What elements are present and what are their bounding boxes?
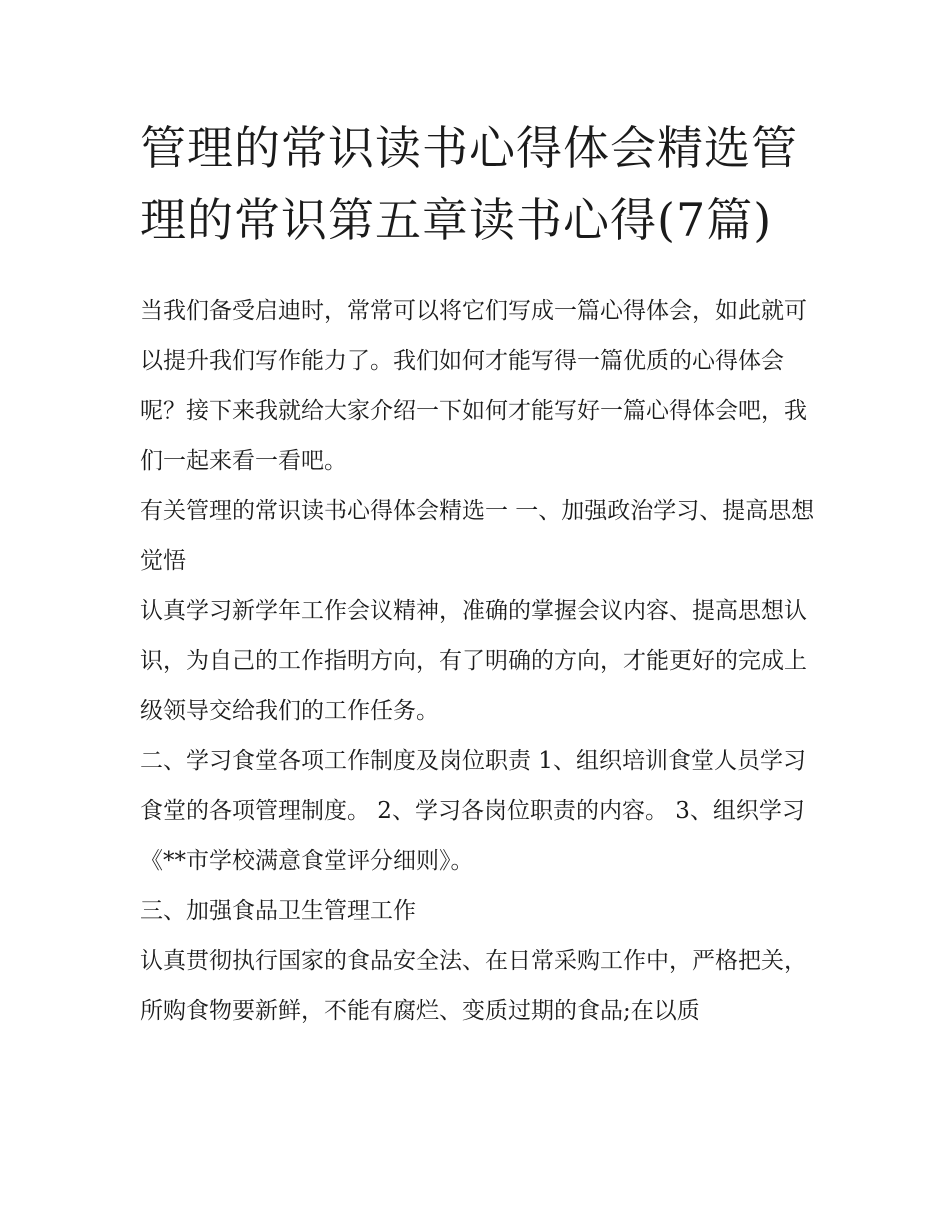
paragraph-food-safety: 认真贯彻执行国家的食品安全法、在日常采购工作中，严格把关，所购食物要新鲜，不能有腐烂、变质过期的食品;在以质 <box>140 948 807 1024</box>
paragraph-intro: 当我们备受启迪时，常常可以将它们写成一篇心得体会，如此就可以提升我们写作能力了。我们如何才能写得一篇优质的心得体会呢？接下来我就给大家介绍一下如何才能写好一篇心得体会吧，我们一起来看一看吧。 <box>140 298 807 474</box>
document-page <box>140 112 820 1036</box>
paragraph-section-three-heading: 三、加强食品卫生管理工作 <box>140 898 416 924</box>
paragraph-section-two: 二、学习食堂各项工作制度及岗位职责 1、组织培训食堂人员学习食堂的各项管理制度。 2、学习各岗位职责的内容。 3、组织学习《**市学校满意食堂评分细则》。 <box>140 748 806 874</box>
paragraph-section-one-heading: 有关管理的常识读书心得体会精选一 一、加强政治学习、提高思想觉悟 <box>140 498 815 574</box>
paragraph-study-meeting: 认真学习新学年工作会议精神，准确的掌握会议内容、提高思想认识，为自己的工作指明方向，有了明确的方向，才能更好的完成上级领导交给我们的工作任务。 <box>140 598 807 724</box>
document-body <box>140 286 820 1036</box>
document-title: 管理的常识读书心得体会精选管理的常识第五章读书心得(7篇) <box>140 121 798 247</box>
